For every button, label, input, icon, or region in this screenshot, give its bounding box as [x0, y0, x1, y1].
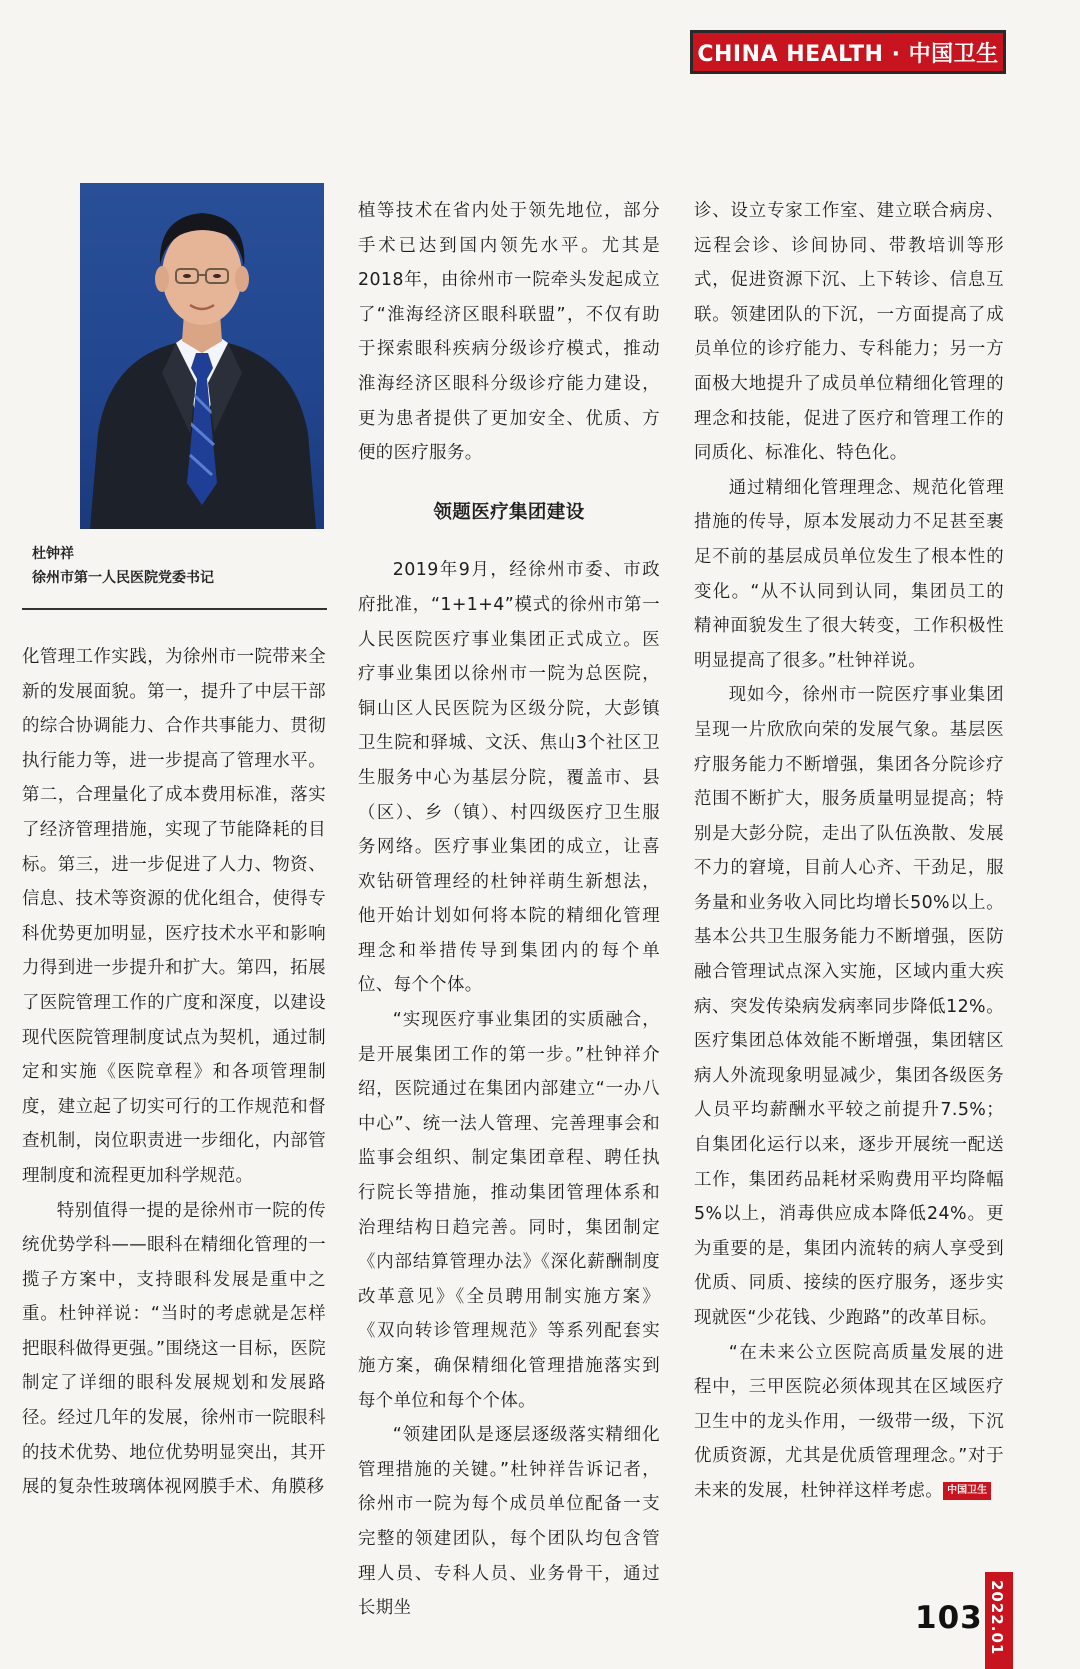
article-column-1	[22, 640, 326, 1505]
issue-label: 2022.01	[988, 1580, 1006, 1656]
portrait-photo	[80, 183, 324, 529]
caption-divider	[22, 608, 327, 610]
paragraph: 诊、设立专家工作室、建立联合病房、远程会诊、诊间协同、带教培训等形式，促进资源下沉、上下转诊、信息互联。领建团队的下沉，一方面提高了成员单位的诊疗能力、专科能力；另一方面极大地提升了成员单位精细化管理的理念和技能，促进了医疗和管理工作的同质化、标准化、特色化。	[694, 201, 1004, 464]
page-number: 103	[915, 1600, 983, 1636]
paragraph: 通过精细化管理理念、规范化管理措施的传导，原本发展动力不足甚至裹足不前的基层成员单位发生了根本性的变化。“从不认同到认同，集团员工的精神面貌发生了很大转变，工作积极性明显提高了很多。”杜钟祥说。	[694, 477, 1004, 671]
paragraph: 2019年9月，经徐州市委、市政府批准，“1+1+4”模式的徐州市第一人民医院医疗事业集团正式成立。医疗事业集团以徐州市一院为总医院，铜山区人民医院为区级分院，大彭镇卫生院和驿城、文沃、焦山3个社区卫生服务中心为基层分院，覆盖市、县（区）、乡（镇）、村四级医疗卫生服务网络。医疗事业集团的成立，让喜欢钻研管理经的杜钟祥萌生新想法，他开始计划如何将本院的精细化管理理念和举措传导到集团内的每个单位、每个个体。	[358, 560, 660, 996]
caption-title: 徐州市第一人民医院党委书记	[32, 570, 214, 586]
paragraph: 化管理工作实践，为徐州市一院带来全新的发展面貌。第一，提升了中层干部的综合协调能力、合作共事能力、贯彻执行能力等，进一步提高了管理水平。第二，合理量化了成本费用标准，落实了经济管理措施，实现了节能降耗的目标。第三，进一步促进了人力、物资、信息、技术等资源的优化组合，使得专科优势更加明显，医疗技术水平和影响力得到进一步提升和扩大。第四，拓展了医院管理工作的广度和深度，以建设现代医院管理制度试点为契机，通过制定和实施《医院章程》和各项管理制度，建立起了切实可行的工作规范和督查机制，岗位职责进一步细化，内部管理制度和流程更加科学规范。	[22, 647, 326, 1186]
article-column-3	[694, 194, 1004, 1509]
paragraph: 特别值得一提的是徐州市一院的传统优势学科——眼科在精细化管理的一揽子方案中，支持眼科发展是重中之重。杜钟祥说：“当时的考虑就是怎样把眼科做得更强。”围绕这一目标，医院制定了详细的眼科发展规划和发展路径。经过几年的发展，徐州市一院眼科的技术优势、地位优势明显突出，其开展的复杂性玻璃体视网膜手术、角膜移	[22, 1200, 326, 1498]
paragraph-text: “在未来公立医院高质量发展的进程中，三甲医院必须体现其在区域医疗卫生中的龙头作用，一级带一级，下沉优质资源，尤其是优质管理理念。”对于未来的发展，杜钟祥这样考虑。	[694, 1342, 1004, 1501]
article-column-2	[358, 194, 660, 1626]
paragraph	[694, 1336, 1004, 1509]
photo-caption	[32, 542, 332, 590]
portrait-illustration	[80, 183, 324, 529]
caption-name: 杜钟祥	[32, 546, 74, 562]
section-heading: 领题医疗集团建设	[433, 501, 585, 523]
issue-tab	[985, 1572, 1013, 1669]
paragraph: 植等技术在省内处于领先地位，部分手术已达到国内领先水平。尤其是2018年，由徐州市一院牵头发起成立了“淮海经济区眼科联盟”，不仅有助于探索眼科疾病分级诊疗模式，推动淮海经济区眼科分级诊疗能力建设，更为患者提供了更加安全、优质、方便的医疗服务。	[358, 201, 660, 464]
badge-text: CHINA HEALTH · 中国卫生	[697, 41, 999, 67]
end-mark: 中国卫生	[943, 1482, 991, 1500]
magazine-badge	[690, 30, 1006, 74]
paragraph: “领建团队是逐层逐级落实精细化管理措施的关键。”杜钟祥告诉记者，徐州市一院为每个成员单位配备一支完整的领建团队，每个团队均包含管理人员、专科人员、业务骨干，通过长期坐	[358, 1425, 660, 1619]
paragraph: 现如今，徐州市一院医疗事业集团呈现一片欣欣向荣的发展气象。基层医疗服务能力不断增强，集团各分院诊疗范围不断扩大，服务质量明显提高；特别是大彭分院，走出了队伍涣散、发展不力的窘境，目前人心齐、干劲足，服务量和业务收入同比均增长50%以上。基本公共卫生服务能力不断增强，医防融合管理试点深入实施，区域内重大疾病、突发传染病发病率同步降低12%。医疗集团总体效能不断增强，集团辖区病人外流现象明显减少，集团各级医务人员平均薪酬水平较之前提升7.5%；自集团化运行以来，逐步开展统一配送工作，集团药品耗材采购费用平均降幅5%以上，消毒供应成本降低24%。更为重要的是，集团内流转的病人享受到优质、同质、接续的医疗服务，逐步实现就医“少花钱、少跑路”的改革目标。	[694, 685, 1004, 1328]
paragraph: “实现医疗事业集团的实质融合，是开展集团工作的第一步。”杜钟祥介绍，医院通过在集团内部建立“一办八中心”、统一法人管理、完善理事会和监事会组织、制定集团章程、聘任执行院长等措施，推动集团管理体系和治理结构日趋完善。同时，集团制定《内部结算管理办法》《深化薪酬制度改革意见》《全员聘用制实施方案》《双向转诊管理规范》等系列配套实施方案，确保精细化管理措施落实到每个单位和每个个体。	[358, 1010, 660, 1411]
